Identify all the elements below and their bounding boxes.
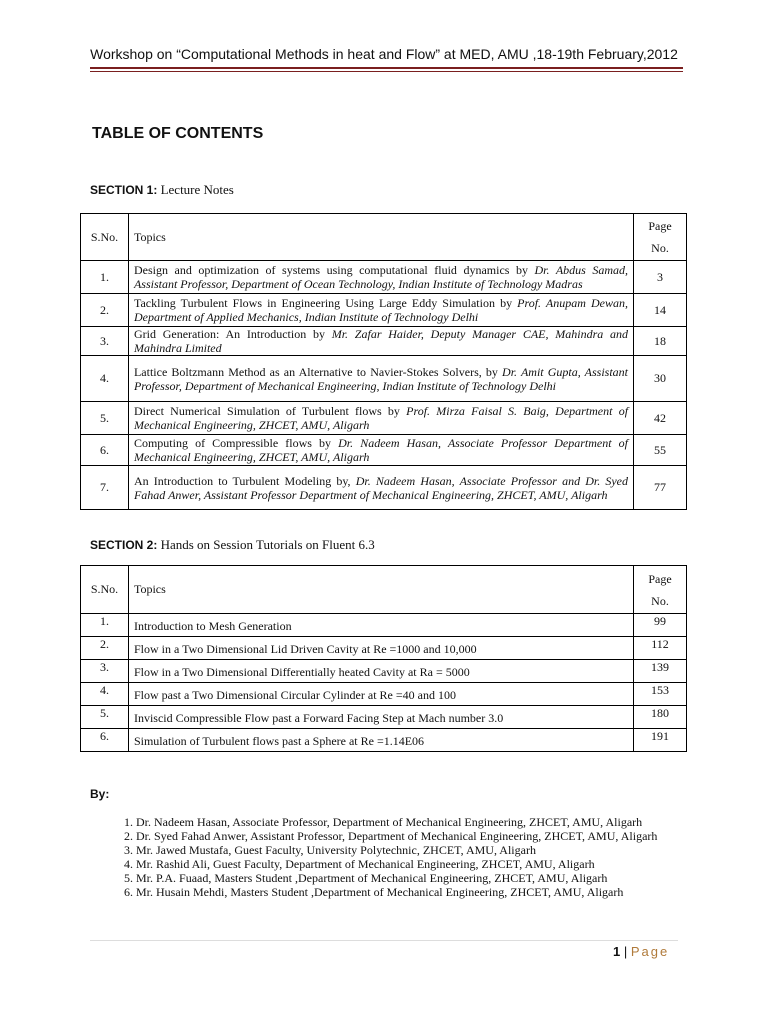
header-page-line1: Page (648, 571, 672, 586)
row-page: 30 (634, 356, 687, 402)
row-page: 139 (634, 660, 687, 683)
row-topic-author: Dr. Nadeem Hasan, Associate Professor and Dr. Syed Fahad Anwer, Assistant Professor Department of Mechanical Engineering, ZHCET, AMU, Aligarh (133, 473, 629, 502)
row-topic-author: Dr. Nadeem Hasan, Associate Professor Department of Mechanical Engineering, ZHCET, AMU, Aligarh (133, 436, 628, 464)
table-row (81, 660, 687, 683)
row-page: 191 (634, 729, 687, 752)
table-row (81, 466, 687, 510)
table-row (81, 729, 687, 752)
row-topic (128, 261, 633, 294)
row-sno: 3. (81, 327, 129, 356)
row-page: 99 (634, 614, 687, 637)
header-page (634, 566, 687, 614)
row-topic (128, 294, 633, 327)
row-topic-title: Tackling Turbulent Flows in Engineering Using Large Eddy Simulation by (133, 296, 518, 310)
section1-heading (90, 182, 234, 198)
header-sno: S.No. (81, 214, 129, 261)
list-item: 5. Mr. P.A. Fuaad, Masters Student ,Department of Mechanical Engineering, ZHCET, AMU, Aligarh (136, 871, 676, 885)
row-page: 112 (634, 637, 687, 660)
row-topic (128, 402, 633, 435)
row-page: 18 (634, 327, 687, 356)
row-topic-title: Computing of Compressible flows by (133, 436, 339, 450)
section1-label: SECTION 1: (90, 183, 158, 197)
row-topic (128, 327, 633, 356)
row-sno: 5. (81, 402, 129, 435)
footer-separator: | (623, 944, 628, 959)
table-header-row (81, 566, 687, 614)
table-row (81, 683, 687, 706)
list-item: 4. Mr. Rashid Ali, Guest Faculty, Department of Mechanical Engineering, ZHCET, AMU, Aligarh (136, 857, 676, 871)
row-topic: Introduction to Mesh Generation (128, 614, 633, 637)
row-sno: 5. (81, 706, 129, 729)
section2-heading (90, 537, 375, 553)
header-sno: S.No. (81, 566, 129, 614)
header-page (634, 214, 687, 261)
row-topic: Flow in a Two Dimensional Differentially heated Cavity at Ra = 5000 (128, 660, 633, 683)
by-label: By: (90, 787, 110, 801)
section2-title: Hands on Session Tutorials on Fluent 6.3 (160, 537, 375, 552)
page-number: 1 (613, 944, 621, 959)
row-topic (128, 466, 633, 510)
page-title: TABLE OF CONTENTS (92, 125, 264, 142)
row-page: 180 (634, 706, 687, 729)
row-sno: 4. (81, 683, 129, 706)
header-rule-thick (90, 67, 683, 69)
row-topic (128, 356, 633, 402)
row-sno: 2. (81, 294, 129, 327)
section1-title: Lecture Notes (160, 182, 234, 197)
table-row (81, 294, 687, 327)
table-row (81, 327, 687, 356)
row-sno: 4. (81, 356, 129, 402)
row-page: 3 (634, 261, 687, 294)
row-sno: 2. (81, 637, 129, 660)
row-sno: 1. (81, 614, 129, 637)
row-topic-author: Prof. Mirza Faisal S. Baig, Department of Mechanical Engineering, ZHCET, AMU, Aligarh (133, 404, 629, 432)
table-row (81, 435, 687, 466)
row-sno: 6. (81, 435, 129, 466)
row-topic-title: Grid Generation: An Introduction by (133, 327, 332, 341)
row-topic-title: Lattice Boltzmann Method as an Alternative to Navier-Stokes Solvers, by (133, 364, 503, 379)
list-item: 2. Dr. Syed Fahad Anwer, Assistant Professor, Department of Mechanical Engineering, ZHCET, AMU, Aligarh (136, 829, 676, 843)
list-item: 6. Mr. Husain Mehdi, Masters Student ,Department of Mechanical Engineering, ZHCET, AMU, Aligarh (136, 885, 676, 899)
author-list (96, 815, 676, 899)
table-row (81, 706, 687, 729)
page-word: Page (630, 944, 670, 959)
table-header-row (81, 214, 687, 261)
row-topic: Simulation of Turbulent flows past a Sphere at Re =1.14E06 (128, 729, 633, 752)
header-page-line2: No. (651, 241, 669, 255)
row-topic-title: An Introduction to Turbulent Modeling by, (133, 473, 356, 488)
table-row (81, 261, 687, 294)
row-page: 77 (634, 466, 687, 510)
row-sno: 3. (81, 660, 129, 683)
running-header: Workshop on “Computational Methods in heat and Flow” at MED, AMU ,18-19th February,2012 (90, 46, 678, 62)
table-row (81, 614, 687, 637)
header-rule-thin (90, 71, 683, 72)
row-topic-author: Mr. Zafar Haider, Deputy Manager CAE, Mahindra and Mahindra Limited (133, 327, 629, 355)
list-item: 1. Dr. Nadeem Hasan, Associate Professor, Department of Mechanical Engineering, ZHCET, AMU, Aligarh (136, 815, 676, 829)
header-page-line1: Page (648, 219, 672, 233)
row-sno: 1. (81, 261, 129, 294)
header-page-line2: No. (651, 593, 669, 608)
row-sno: 6. (81, 729, 129, 752)
section1-table (80, 213, 687, 510)
footer-rule (90, 940, 678, 941)
row-page: 153 (634, 683, 687, 706)
row-topic-author: Dr. Abdus Samad, Assistant Professor, Department of Ocean Technology, Indian Institute of Technology Madras (133, 263, 629, 291)
row-sno: 7. (81, 466, 129, 510)
row-topic (128, 435, 633, 466)
row-page: 14 (634, 294, 687, 327)
row-topic-author: Prof. Anupam Dewan, Department of Applied Mechanics, Indian Institute of Technology Delhi (133, 296, 629, 324)
table-row (81, 356, 687, 402)
section2-label: SECTION 2: (90, 538, 158, 552)
row-topic-author: Dr. Amit Gupta, Assistant Professor, Department of Mechanical Engineering, Indian Institute of Technology Delhi (133, 364, 629, 393)
row-page: 42 (634, 402, 687, 435)
section2-table (80, 565, 687, 752)
header-topics: Topics (128, 566, 633, 614)
row-topic: Flow past a Two Dimensional Circular Cylinder at Re =40 and 100 (128, 683, 633, 706)
header-topics: Topics (128, 214, 633, 261)
row-page: 55 (634, 435, 687, 466)
row-topic: Flow in a Two Dimensional Lid Driven Cavity at Re =1000 and 10,000 (128, 637, 633, 660)
list-item: 3. Mr. Jawed Mustafa, Guest Faculty, University Polytechnic, ZHCET, AMU, Aligarh (136, 843, 676, 857)
row-topic: Inviscid Compressible Flow past a Forward Facing Step at Mach number 3.0 (128, 706, 633, 729)
page-footer (613, 944, 669, 959)
table-row (81, 402, 687, 435)
row-topic-title: Direct Numerical Simulation of Turbulent flows by (133, 404, 407, 418)
row-topic-title: Design and optimization of systems using computational fluid dynamics by (133, 263, 535, 277)
table-row (81, 637, 687, 660)
